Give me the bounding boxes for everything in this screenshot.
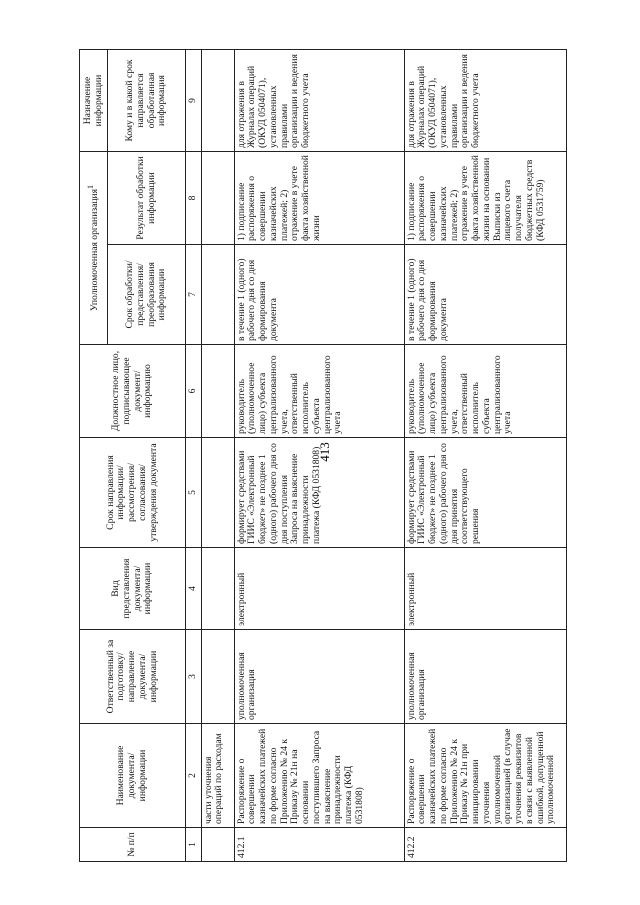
header-type: Вид представления документа/ информации bbox=[80, 548, 186, 630]
document-name: Распоряжение о совершении казначейских платежей по форме согласно Приложению № 24 к Приказу № 21н на основании поступившего Запроса на выяснение принадлежности платежа (КФД 0531808) bbox=[234, 724, 404, 828]
col-number: 9 bbox=[186, 50, 202, 152]
col-number: 7 bbox=[186, 245, 202, 345]
rotated-page bbox=[79, 50, 565, 862]
column-number-row bbox=[186, 50, 202, 862]
row-number: 412.2 bbox=[404, 828, 566, 862]
footnote-marker: 1 bbox=[85, 184, 95, 189]
processing-time: в течение 1 (одного) рабочего дня со дня формирования документа bbox=[234, 245, 404, 345]
col-number: 6 bbox=[186, 345, 202, 438]
cell-empty bbox=[201, 438, 234, 548]
header-signer: Должностное лицо, подписывающее документ/ информацию bbox=[80, 345, 186, 438]
recipient: для отражения в Журналах операций (ОКУД 0504071), установленных правилами организации и ведения бюджетного учета bbox=[234, 50, 404, 152]
deadline: формирует средствами ГИИС «Электронный бюджет» не позднее 1 (одного) рабочего дня со дня поступления Запроса на выяснение принадлежности платежа (КФД 0531808) bbox=[234, 438, 404, 548]
recipient: для отражения в Журналах операций (ОКУД 0504071), установленных правилами организации и ведения бюджетного учета bbox=[404, 50, 566, 152]
col-number: 8 bbox=[186, 152, 202, 245]
col-number: 1 bbox=[186, 828, 202, 862]
header-deadline: Срок направления информации/ рассмотрения/ согласования/ утверждения документа bbox=[80, 438, 186, 548]
cell-empty bbox=[201, 50, 234, 152]
result: 1) подписание распоряжения о совершении казначейских платежей; 2) отражение в учете факта хозяйственной жизни bbox=[234, 152, 404, 245]
document-type: электронный bbox=[404, 548, 566, 630]
cell-empty bbox=[201, 345, 234, 438]
deadline: формирует средствами ГИИС «Электронный бюджет» не позднее 1 (одного) рабочего дня со дня принятия соответствующего решения bbox=[404, 438, 566, 548]
continuation-text: части уточнения операций по расходам bbox=[201, 724, 234, 828]
cell-empty bbox=[201, 548, 234, 630]
responsible: уполномоченная организация bbox=[404, 630, 566, 724]
signer: руководитель (уполномоченное лицо) субъекта централизованного учета, ответственный исполнитель субъекта централизованного учета bbox=[234, 345, 404, 438]
document-name: Распоряжение о совершении казначейских платежей по форме согласно Приложению № 24 к Приказу № 21н при инициировании уточнения уполномоченной организацией (в случае уточнения реквизитов в связи с выявленной ошибкой, допущенной уполномоченной bbox=[404, 724, 566, 828]
header-recipient: Кому и в какой срок направляется обработанная информация bbox=[108, 50, 186, 152]
header-document-name: Наименование документа/ информации bbox=[80, 724, 186, 828]
row-number: 412.1 bbox=[234, 828, 404, 862]
signer: руководитель (уполномоченное лицо) субъекта централизованного учета, ответственный исполнитель субъекта централизованного учета bbox=[404, 345, 566, 438]
document-type: электронный bbox=[234, 548, 404, 630]
header-result: Результат обработки информации bbox=[108, 152, 186, 245]
cell-empty bbox=[201, 630, 234, 724]
continuation-row bbox=[201, 50, 234, 862]
header-responsible: Ответственный за подготовку/ направление документа/ информации bbox=[80, 630, 186, 724]
responsible: уполномоченная организация bbox=[234, 630, 404, 724]
col-number: 3 bbox=[186, 630, 202, 724]
cell-empty bbox=[201, 245, 234, 345]
header-group-organization bbox=[80, 152, 108, 345]
table-row bbox=[404, 50, 566, 862]
col-number: 4 bbox=[186, 548, 202, 630]
col-number: 2 bbox=[186, 724, 202, 828]
header-processing-time: Срок обработки/ представления/ преобразования информации bbox=[108, 245, 186, 345]
document-table bbox=[79, 49, 567, 862]
header-group-organization-text: Уполномоченная организация bbox=[88, 188, 100, 312]
cell-empty bbox=[201, 828, 234, 862]
col-number: 5 bbox=[186, 438, 202, 548]
header-num: № п/п bbox=[80, 828, 186, 862]
processing-time: в течение 1 (одного) рабочего дня со дня формирования документа bbox=[404, 245, 566, 345]
page-number-text: 413 bbox=[317, 442, 332, 462]
table-row bbox=[234, 50, 404, 862]
result: 1) подписание распоряжения о совершении казначейских платежей; 2) отражение в учете факта хозяйственной жизни на основании Выписки из лицевого счета получателя бюджетных средств (КФД 0531759) bbox=[404, 152, 566, 245]
header-group-purpose: Назначение информации bbox=[80, 50, 108, 152]
cell-empty bbox=[201, 152, 234, 245]
header-row-top bbox=[80, 50, 108, 862]
